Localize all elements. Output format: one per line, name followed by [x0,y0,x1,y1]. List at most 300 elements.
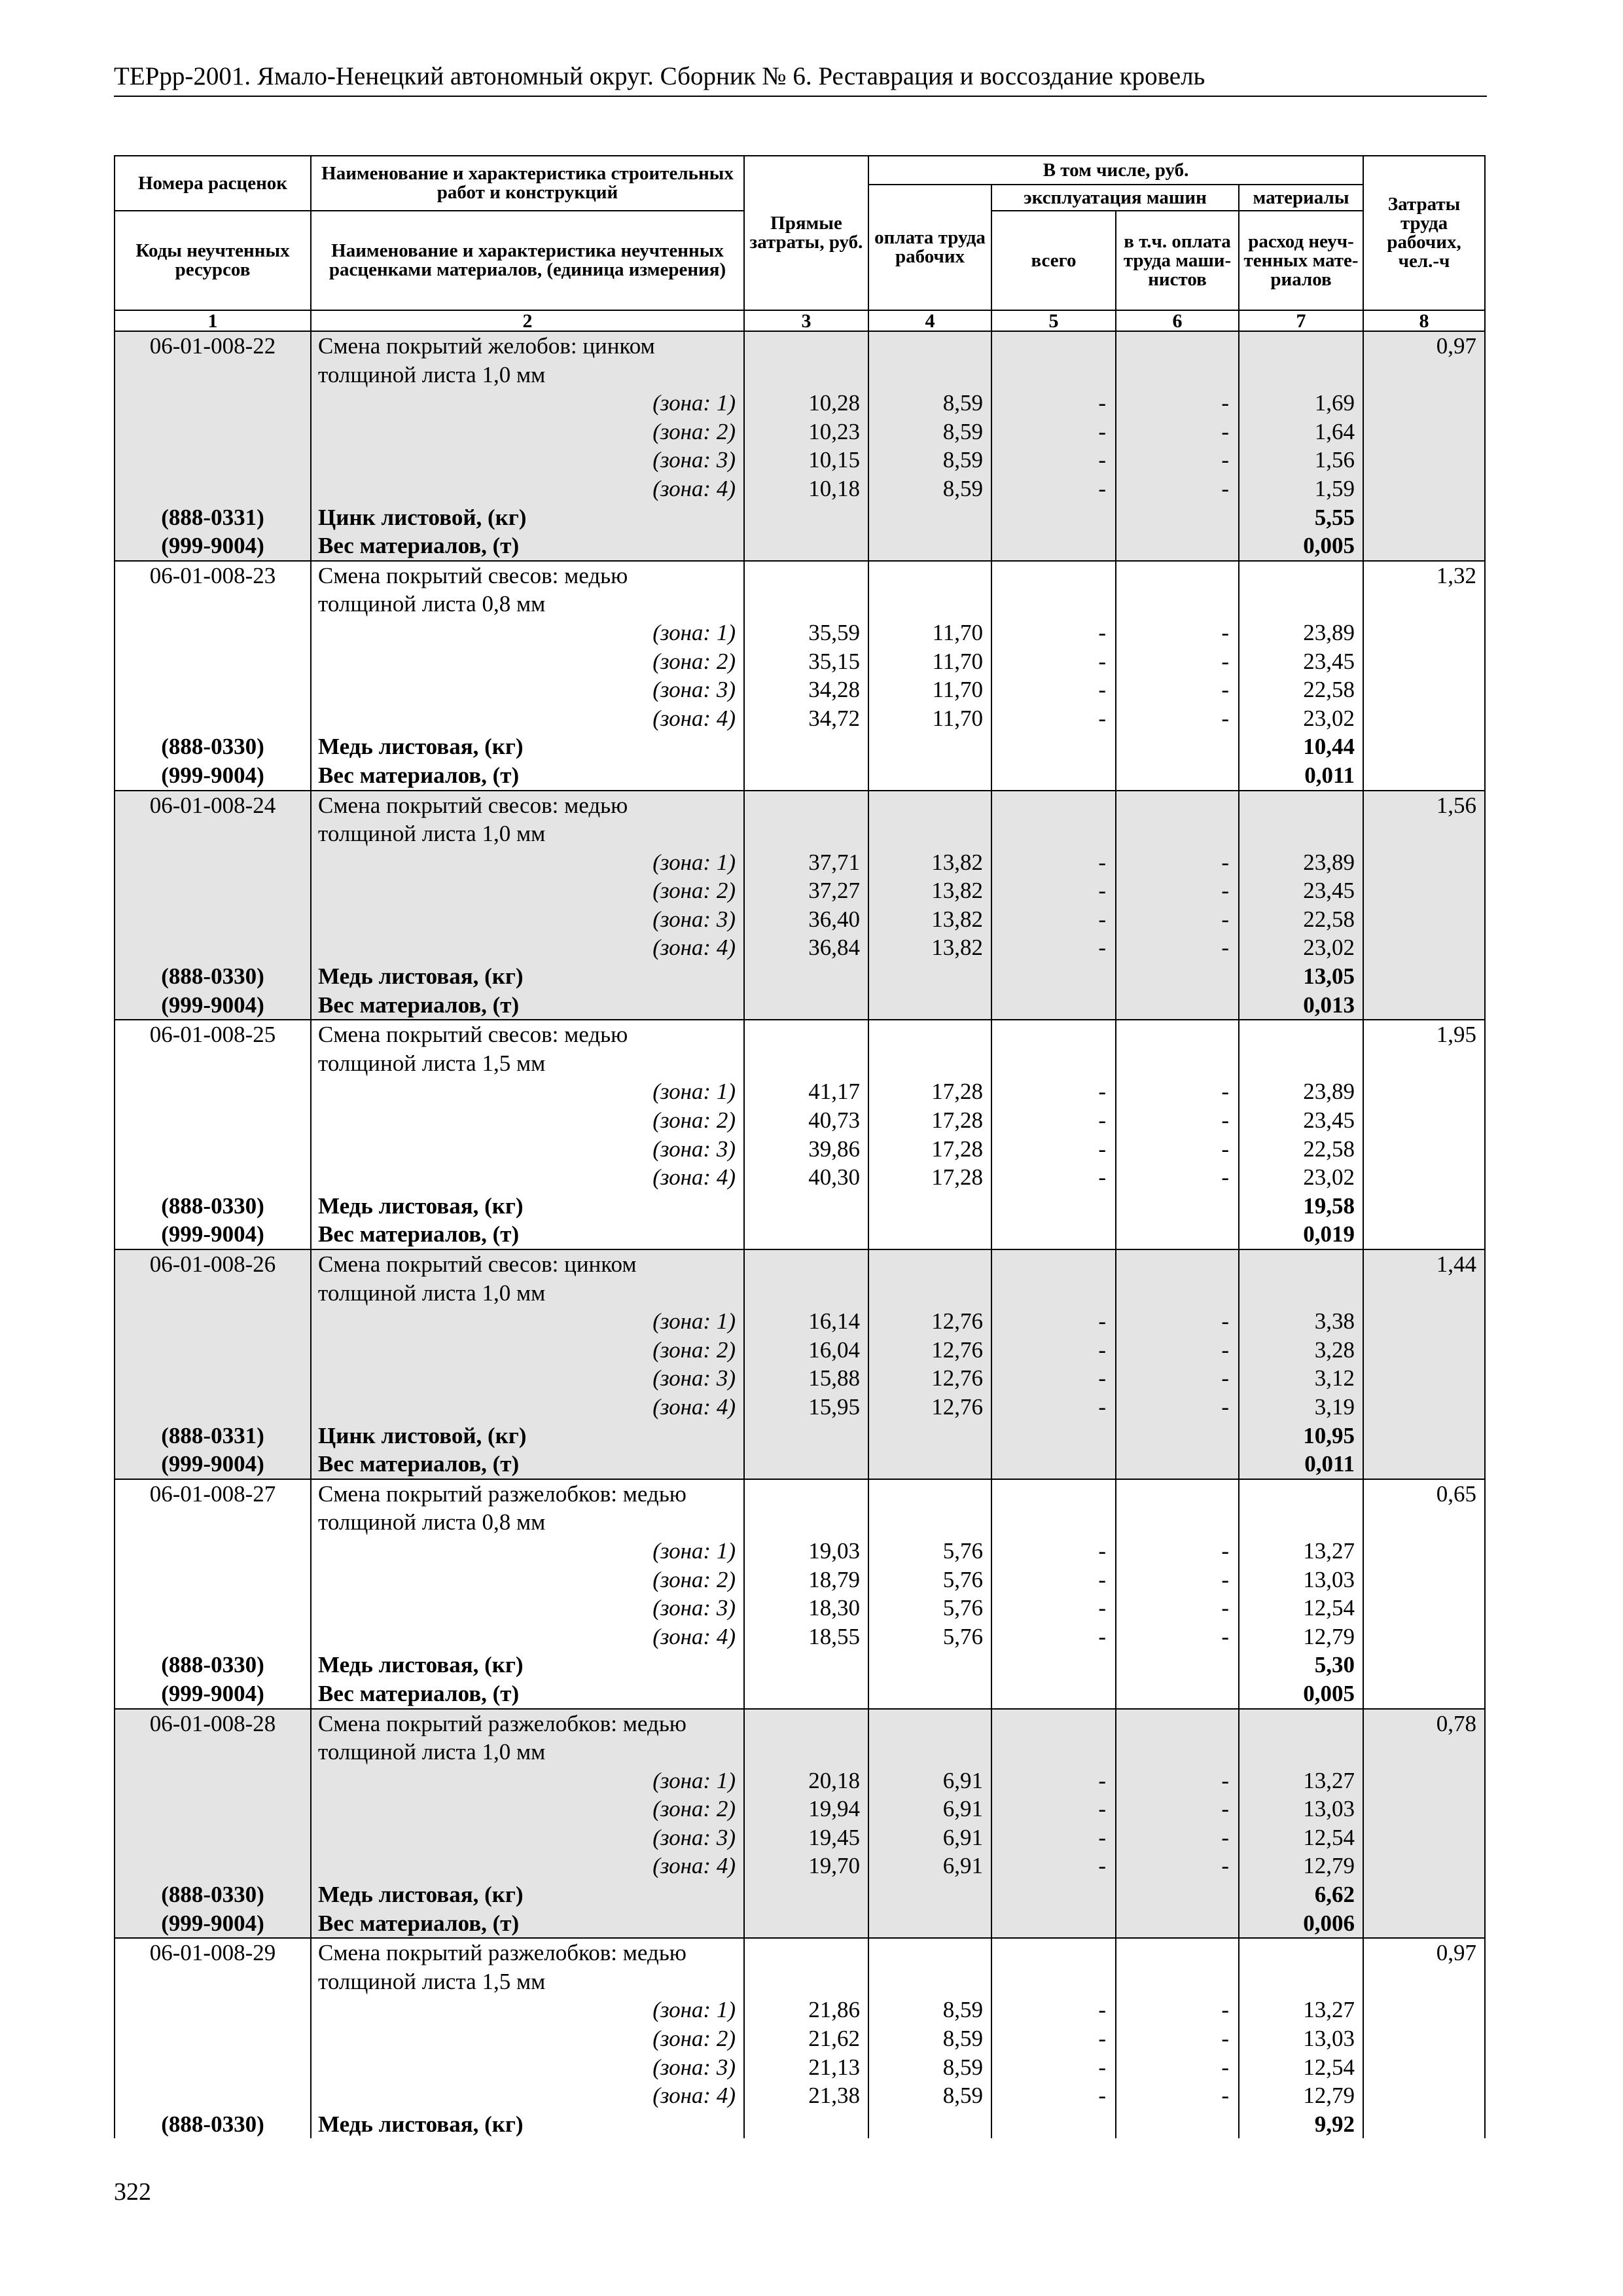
rate-block [115,1479,1485,1709]
empty-cell [744,1738,868,1767]
rate-block [115,331,1485,561]
direct-cost: 15,95 [744,1393,868,1422]
col-labor-costs: Затраты труда рабочих, чел.-ч [1363,156,1485,310]
resource-code: (999-9004) [115,991,311,1020]
empty-cell [115,1823,311,1852]
empty-cell [1363,619,1485,647]
resource-code: (888-0330) [115,2110,311,2139]
zone-label: (зона: 2) [311,418,744,446]
resource-code: (999-9004) [115,1220,311,1249]
direct-cost: 20,18 [744,1767,868,1795]
empty-cell [1239,1967,1363,1996]
empty-cell [1116,1738,1239,1767]
empty-cell [744,590,868,619]
labor-cost: 0,65 [1363,1479,1485,1509]
empty-cell [991,791,1116,820]
empty-cell [868,1450,991,1479]
empty-cell [868,1049,991,1078]
empty-cell [115,1077,311,1106]
machinist-pay: - [1116,1852,1239,1880]
empty-cell [115,1106,311,1135]
machinist-pay: - [1116,475,1239,503]
empty-cell [1363,446,1485,475]
machinist-pay: - [1116,1623,1239,1651]
materials-cost: 22,58 [1239,1135,1363,1164]
empty-cell [115,1163,311,1192]
materials-cost: 13,27 [1239,1537,1363,1566]
rate-code: 06-01-008-26 [115,1249,311,1279]
empty-cell [744,1938,868,1967]
empty-cell [1363,1508,1485,1537]
rate-title-row [115,1967,1485,1996]
resource-value: 0,005 [1239,1679,1363,1709]
machinist-pay: - [1116,2053,1239,2082]
worker-pay: 13,82 [868,933,991,962]
zone-row [115,1594,1485,1623]
empty-cell [1363,675,1485,704]
materials-cost: 23,89 [1239,619,1363,647]
empty-cell [1363,905,1485,934]
worker-pay: 6,91 [868,1852,991,1880]
empty-cell [1363,1049,1485,1078]
zone-row [115,1393,1485,1422]
resource-value: 0,011 [1239,1450,1363,1479]
col-number: 8 [1363,310,1485,331]
zone-row [115,1823,1485,1852]
rate-block [115,1709,1485,1939]
direct-cost: 35,59 [744,619,868,647]
empty-cell [1363,1880,1485,1909]
zone-row [115,848,1485,877]
zone-row [115,1767,1485,1795]
empty-cell [1116,590,1239,619]
empty-cell [115,1967,311,1996]
machines-total: - [991,1336,1116,1365]
resource-value: 6,62 [1239,1880,1363,1909]
labor-cost: 0,78 [1363,1709,1485,1738]
empty-cell [1363,1651,1485,1679]
empty-cell [868,1220,991,1249]
empty-cell [744,561,868,590]
worker-pay: 12,76 [868,1307,991,1336]
resource-name: Медь листовая, (кг) [311,732,744,761]
empty-cell [744,1249,868,1279]
empty-cell [1363,1679,1485,1709]
empty-cell [115,590,311,619]
col-machinist-pay: в т.ч. оплата труда маши-нистов [1116,211,1239,310]
empty-cell [115,1537,311,1566]
empty-cell [744,991,868,1020]
zone-label: (зона: 2) [311,1106,744,1135]
zone-row [115,1106,1485,1135]
empty-cell [115,389,311,418]
empty-cell [1116,1938,1239,1967]
empty-cell [1116,561,1239,590]
zone-label: (зона: 4) [311,933,744,962]
zone-row [115,475,1485,503]
empty-cell [1116,1450,1239,1479]
empty-cell [1239,1938,1363,1967]
materials-cost: 3,12 [1239,1364,1363,1393]
machinist-pay: - [1116,1795,1239,1823]
rate-name: толщиной листа 1,0 мм [311,1738,744,1767]
zone-label: (зона: 4) [311,475,744,503]
empty-cell [1116,1679,1239,1709]
resource-code: (999-9004) [115,761,311,791]
rate-block [115,1938,1485,2138]
empty-cell [1363,1307,1485,1336]
direct-cost: 36,40 [744,905,868,934]
materials-cost: 22,58 [1239,905,1363,934]
worker-pay: 12,76 [868,1336,991,1365]
materials-cost: 3,28 [1239,1336,1363,1365]
machines-total: - [991,2053,1116,2082]
empty-cell [868,991,991,1020]
zone-label: (зона: 1) [311,1077,744,1106]
zone-row [115,1996,1485,2024]
machinist-pay: - [1116,1393,1239,1422]
machinist-pay: - [1116,1996,1239,2024]
resource-name: Медь листовая, (кг) [311,1192,744,1221]
zone-label: (зона: 3) [311,2053,744,2082]
empty-cell [115,1508,311,1537]
resource-row [115,1450,1485,1479]
empty-cell [744,1049,868,1078]
empty-cell [1116,1967,1239,1996]
zone-row [115,905,1485,934]
rate-code: 06-01-008-23 [115,561,311,590]
empty-cell [868,1709,991,1738]
labor-cost: 1,56 [1363,791,1485,820]
rates-table-container [114,155,1484,2138]
rate-name: толщиной листа 1,5 мм [311,1967,744,1996]
empty-cell [744,819,868,848]
col-direct-costs: Прямые затраты, руб. [744,156,868,310]
empty-cell [991,819,1116,848]
empty-cell [868,962,991,991]
resource-value: 13,05 [1239,962,1363,991]
rate-name: Смена покрытий свесов: медью [311,791,744,820]
empty-cell [115,2024,311,2053]
worker-pay: 13,82 [868,848,991,877]
zone-label: (зона: 3) [311,675,744,704]
rate-title-row [115,1709,1485,1738]
empty-cell [1116,1279,1239,1308]
rate-code: 06-01-008-28 [115,1709,311,1738]
machines-total: - [991,876,1116,905]
rate-name: Смена покрытий желобов: цинком [311,331,744,361]
empty-cell [868,1279,991,1308]
machinist-pay: - [1116,1106,1239,1135]
empty-cell [115,933,311,962]
resource-value: 9,92 [1239,2110,1363,2139]
materials-cost: 23,02 [1239,704,1363,733]
machinist-pay: - [1116,1767,1239,1795]
resource-name: Вес материалов, (т) [311,761,744,791]
machinist-pay: - [1116,1077,1239,1106]
empty-cell [1116,1709,1239,1738]
empty-cell [1116,991,1239,1020]
direct-cost: 16,14 [744,1307,868,1336]
rate-name: толщиной листа 1,0 мм [311,819,744,848]
empty-cell [115,1279,311,1308]
empty-cell [1363,647,1485,676]
empty-cell [991,1508,1116,1537]
empty-cell [991,503,1116,532]
resource-code: (888-0330) [115,1880,311,1909]
empty-cell [991,1220,1116,1249]
zone-label: (зона: 2) [311,1566,744,1594]
direct-cost: 39,86 [744,1135,868,1164]
rate-code: 06-01-008-27 [115,1479,311,1509]
labor-cost: 0,97 [1363,1938,1485,1967]
materials-cost: 1,64 [1239,418,1363,446]
materials-cost: 12,79 [1239,1623,1363,1651]
empty-cell [868,1880,991,1909]
zone-label: (зона: 2) [311,876,744,905]
resource-row [115,962,1485,991]
direct-cost: 10,23 [744,418,868,446]
rate-title-row [115,1938,1485,1967]
rate-name: толщиной листа 1,0 мм [311,1279,744,1308]
empty-cell [1363,1163,1485,1192]
direct-cost: 37,71 [744,848,868,877]
empty-cell [868,361,991,389]
worker-pay: 11,70 [868,647,991,676]
empty-cell [1116,761,1239,791]
worker-pay: 12,76 [868,1393,991,1422]
empty-cell [1116,1049,1239,1078]
materials-cost: 23,89 [1239,1077,1363,1106]
page-number: 322 [114,2178,151,2206]
empty-cell [115,1767,311,1795]
empty-cell [868,1249,991,1279]
empty-cell [1116,962,1239,991]
worker-pay: 8,59 [868,475,991,503]
worker-pay: 17,28 [868,1135,991,1164]
empty-cell [1116,1020,1239,1049]
empty-cell [744,761,868,791]
empty-cell [744,1450,868,1479]
empty-cell [744,1020,868,1049]
direct-cost: 18,30 [744,1594,868,1623]
machinist-pay: - [1116,1823,1239,1852]
direct-cost: 10,15 [744,446,868,475]
empty-cell [991,732,1116,761]
empty-cell [868,531,991,561]
zone-label: (зона: 2) [311,647,744,676]
machines-total: - [991,1163,1116,1192]
machines-total: - [991,905,1116,934]
empty-cell [1363,1594,1485,1623]
empty-cell [868,503,991,532]
zone-label: (зона: 2) [311,1795,744,1823]
worker-pay: 5,76 [868,1537,991,1566]
empty-cell [991,561,1116,590]
materials-cost: 1,59 [1239,475,1363,503]
empty-cell [991,1938,1116,1967]
empty-cell [1116,1909,1239,1939]
zone-label: (зона: 3) [311,905,744,934]
rate-block [115,1249,1485,1479]
resource-row [115,991,1485,1020]
machines-total: - [991,475,1116,503]
col-including: В том числе, руб. [868,156,1363,185]
empty-cell [868,1938,991,1967]
direct-cost: 19,45 [744,1823,868,1852]
empty-cell [1363,1135,1485,1164]
empty-cell [991,1738,1116,1767]
rate-block [115,561,1485,791]
empty-cell [115,1795,311,1823]
zone-label: (зона: 1) [311,619,744,647]
empty-cell [744,1679,868,1709]
col-resource-codes: Коды неучтенных ресурсов [115,211,311,310]
zone-row [115,704,1485,733]
resource-code: (888-0330) [115,732,311,761]
resource-row [115,1880,1485,1909]
materials-cost: 12,79 [1239,2081,1363,2110]
resource-name: Вес материалов, (т) [311,1450,744,1479]
worker-pay: 6,91 [868,1767,991,1795]
machinist-pay: - [1116,933,1239,962]
machines-total: - [991,704,1116,733]
empty-cell [1116,1422,1239,1450]
empty-cell [115,2081,311,2110]
empty-cell [744,962,868,991]
zone-label: (зона: 1) [311,1996,744,2024]
direct-cost: 41,17 [744,1077,868,1106]
resource-row [115,531,1485,561]
empty-cell [115,475,311,503]
resource-name: Медь листовая, (кг) [311,1651,744,1679]
resource-row [115,1192,1485,1221]
empty-cell [1363,1422,1485,1450]
resource-value: 0,013 [1239,991,1363,1020]
rate-name: Смена покрытий свесов: цинком [311,1249,744,1279]
empty-cell [1239,819,1363,848]
empty-cell [991,331,1116,361]
empty-cell [1363,2024,1485,2053]
direct-cost: 37,27 [744,876,868,905]
direct-cost: 19,94 [744,1795,868,1823]
zone-row [115,876,1485,905]
rate-title-row [115,561,1485,590]
zone-row [115,1163,1485,1192]
zone-label: (зона: 1) [311,1537,744,1566]
machines-total: - [991,2081,1116,2110]
empty-cell [1116,1192,1239,1221]
empty-cell [1363,991,1485,1020]
rate-name: Смена покрытий разжелобков: медью [311,1479,744,1509]
machines-total: - [991,1594,1116,1623]
worker-pay: 5,76 [868,1594,991,1623]
empty-cell [1239,1709,1363,1738]
empty-cell [115,675,311,704]
materials-cost: 13,03 [1239,1795,1363,1823]
rate-name: толщиной листа 1,0 мм [311,361,744,389]
machines-total: - [991,1823,1116,1852]
rate-title-row [115,1738,1485,1767]
empty-cell [868,2110,991,2139]
resource-code: (888-0331) [115,1422,311,1450]
zone-label: (зона: 2) [311,1336,744,1365]
resource-name: Медь листовая, (кг) [311,962,744,991]
empty-cell [868,1020,991,1049]
empty-cell [115,647,311,676]
empty-cell [115,1049,311,1078]
direct-cost: 18,55 [744,1623,868,1651]
machines-total: - [991,1106,1116,1135]
resource-name: Вес материалов, (т) [311,1679,744,1709]
machines-total: - [991,1566,1116,1594]
zone-label: (зона: 3) [311,1135,744,1164]
rate-name: толщиной листа 0,8 мм [311,1508,744,1537]
empty-cell [991,1709,1116,1738]
worker-pay: 17,28 [868,1163,991,1192]
empty-cell [868,1967,991,1996]
machinist-pay: - [1116,389,1239,418]
rate-block [115,1020,1485,1249]
empty-cell [991,1679,1116,1709]
col-machines-total: всего [991,211,1116,310]
page-header-title: ТЕРрр-2001. Ямало-Ненецкий автономный округ. Сборник № 6. Реставрация и воссоздание кровель [114,60,1487,97]
machinist-pay: - [1116,1537,1239,1566]
empty-cell [1363,1220,1485,1249]
empty-cell [115,876,311,905]
empty-cell [744,1220,868,1249]
resource-row [115,503,1485,532]
rate-name: Смена покрытий свесов: медью [311,561,744,590]
machinist-pay: - [1116,704,1239,733]
column-numbers-row [115,310,1485,331]
empty-cell [1363,418,1485,446]
machines-total: - [991,389,1116,418]
resource-row [115,761,1485,791]
resource-name: Медь листовая, (кг) [311,2110,744,2139]
zone-row [115,446,1485,475]
direct-cost: 35,15 [744,647,868,676]
rate-code: 06-01-008-22 [115,331,311,361]
materials-cost: 23,02 [1239,933,1363,962]
empty-cell [1363,876,1485,905]
worker-pay: 8,59 [868,418,991,446]
empty-cell [1116,791,1239,820]
empty-cell [1239,590,1363,619]
materials-cost: 23,89 [1239,848,1363,877]
empty-cell [1363,1450,1485,1479]
machines-total: - [991,1795,1116,1823]
empty-cell [1363,1996,1485,2024]
resource-value: 10,95 [1239,1422,1363,1450]
direct-cost: 18,79 [744,1566,868,1594]
resource-value: 5,30 [1239,1651,1363,1679]
empty-cell [1363,503,1485,532]
rate-name: Смена покрытий разжелобков: медью [311,1938,744,1967]
empty-cell [1363,1106,1485,1135]
empty-cell [868,590,991,619]
zone-row [115,1307,1485,1336]
empty-cell [115,819,311,848]
zone-label: (зона: 4) [311,1163,744,1192]
zone-row [115,1336,1485,1365]
machines-total: - [991,1852,1116,1880]
materials-cost: 23,45 [1239,647,1363,676]
zone-label: (зона: 3) [311,1823,744,1852]
zone-row [115,418,1485,446]
zone-label: (зона: 4) [311,1393,744,1422]
machines-total: - [991,647,1116,676]
